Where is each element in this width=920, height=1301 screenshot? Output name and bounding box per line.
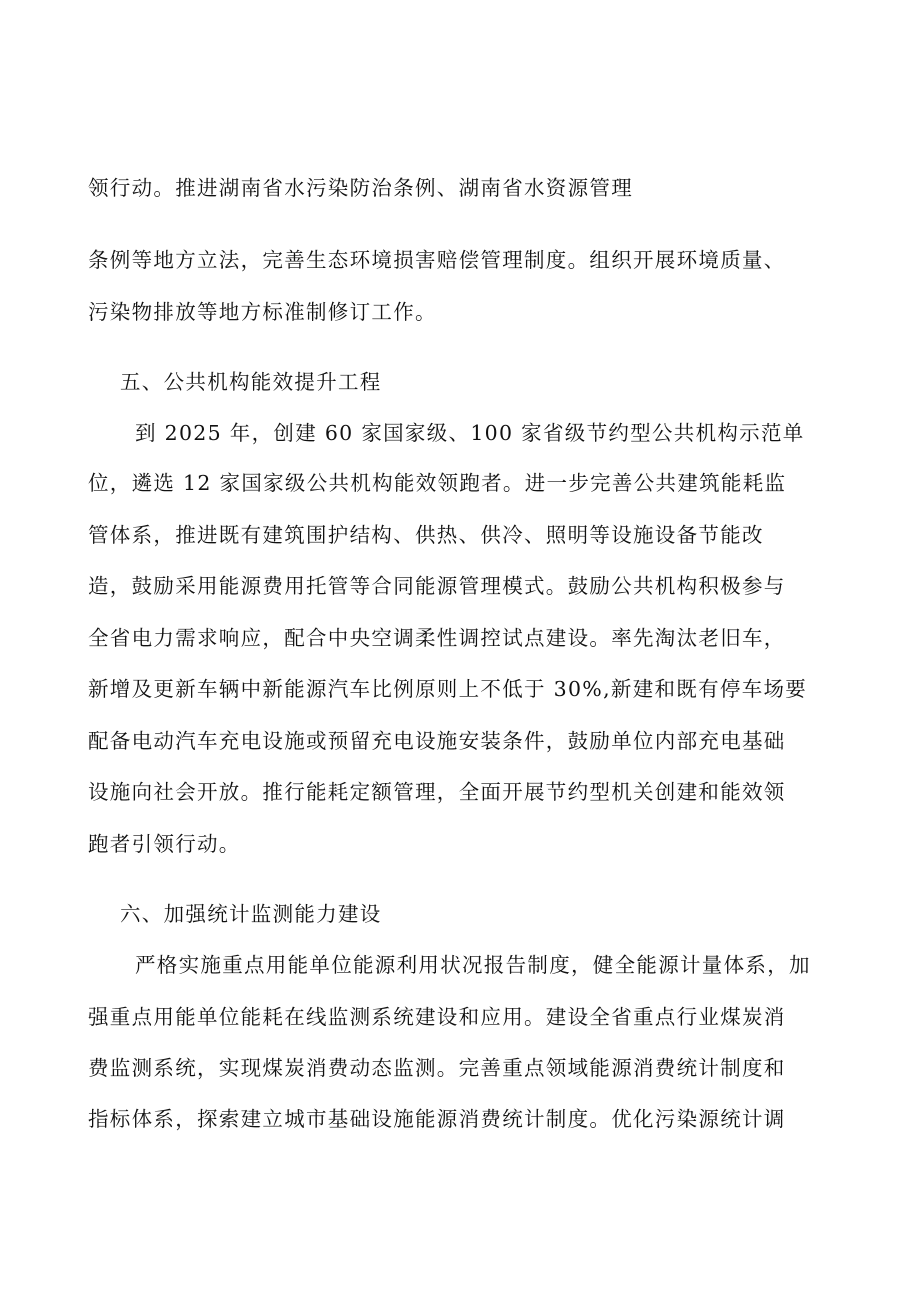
body-text-line: 设施向社会开放。推行能耗定额管理，全面开展节约型机关创建和能效领 (88, 780, 786, 804)
body-text-line: 强重点用能单位能耗在线监测系统建设和应用。建设全省重点行业煤炭消 (88, 1005, 786, 1029)
body-text-line: 造，鼓励采用能源费用托管等合同能源管理模式。鼓励公共机构积极参与 (88, 574, 786, 598)
body-text-line: 严格实施重点用能单位能源利用状况报告制度，健全能源计量体系，加 (135, 953, 811, 977)
body-text-line: 条例等地方立法，完善生态环境损害赔偿管理制度。组织开展环境质量、 (88, 248, 786, 272)
section-heading: 五、公共机构能效提升工程 (120, 370, 382, 394)
body-text-line: 位，遴选 12 家国家级公共机构能效领跑者。进一步完善公共建筑能耗监 (88, 471, 787, 495)
body-text-line: 管体系，推进既有建筑围护结构、供热、供冷、照明等设施设备节能改 (88, 523, 764, 547)
body-text-line: 新增及更新车辆中新能源汽车比例原则上不低于 30%,新建和既有停车场要 (88, 677, 808, 701)
body-text-line: 全省电力需求响应，配合中央空调柔性调控试点建设。率先淘汰老旧车， (88, 626, 786, 650)
body-text-line: 领行动。推进湖南省水污染防治条例、湖南省水资源管理 (88, 176, 633, 200)
body-text-line: 跑者引领行动。 (88, 832, 241, 856)
body-text-line: 污染物排放等地方标准制修订工作。 (88, 300, 437, 324)
body-text-line: 指标体系，探索建立城市基础设施能源消费统计制度。优化污染源统计调 (88, 1107, 786, 1131)
section-heading: 六、加强统计监测能力建设 (120, 902, 382, 926)
body-text-line: 到 2025 年，创建 60 家国家级、100 家省级节约型公共机构示范单 (135, 421, 805, 445)
body-text-line: 配备电动汽车充电设施或预留充电设施安装条件，鼓励单位内部充电基础 (88, 729, 786, 753)
body-text-line: 费监测系统，实现煤炭消费动态监测。完善重点领域能源消费统计制度和 (88, 1056, 786, 1080)
